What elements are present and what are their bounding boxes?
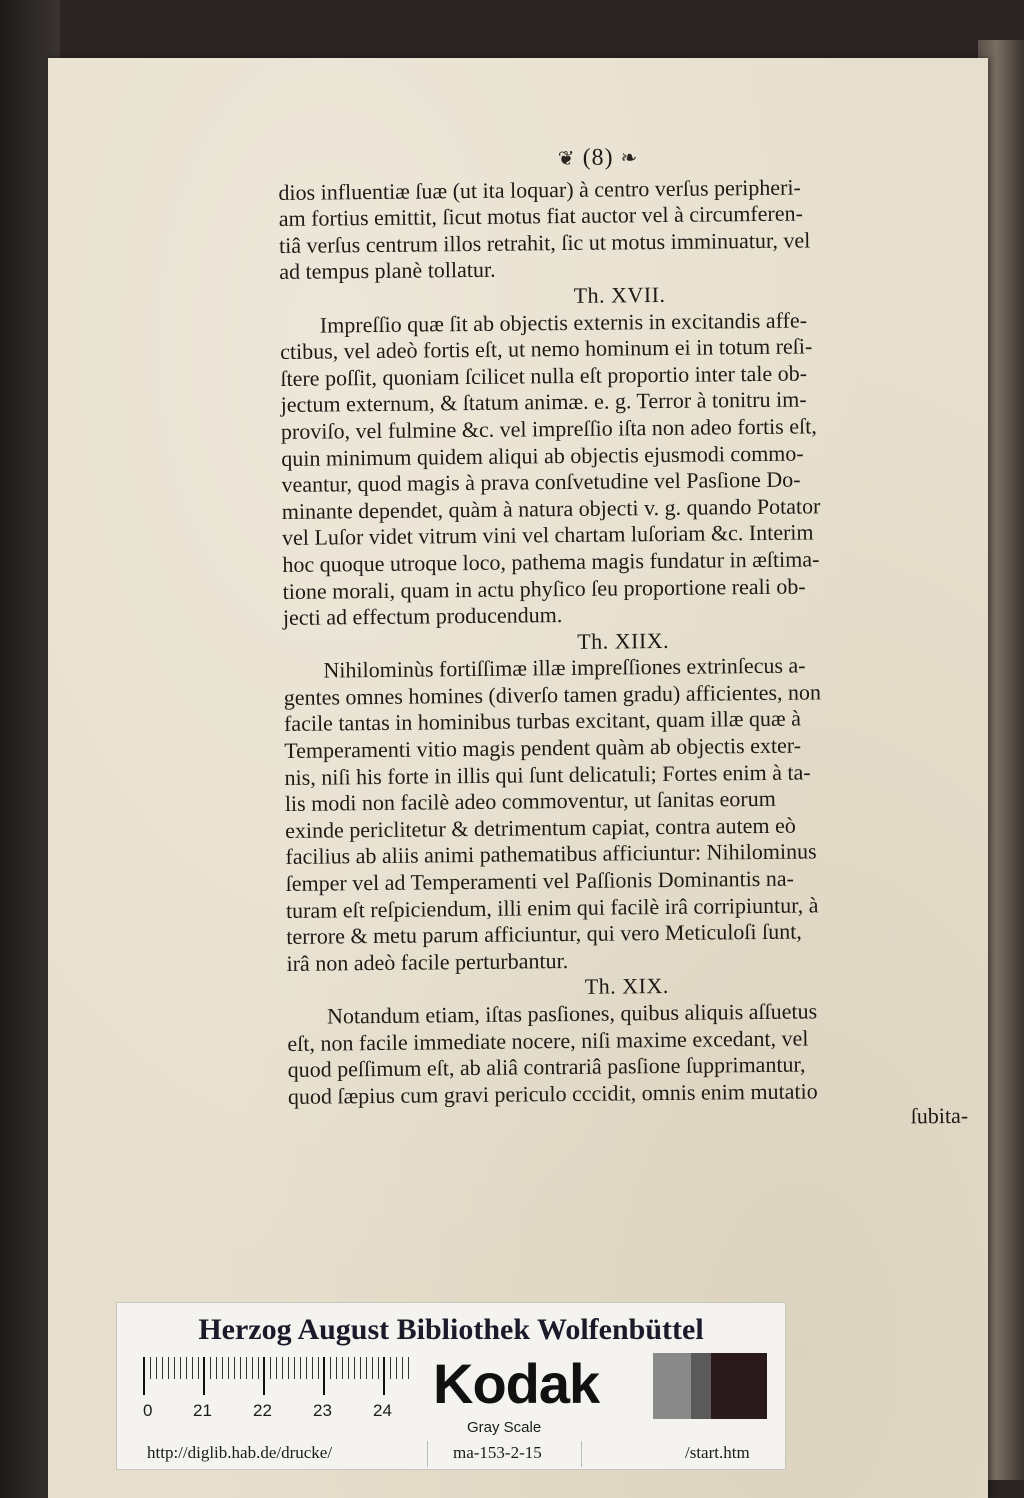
thesis-heading-18: Th. XIIX. bbox=[577, 627, 670, 654]
text-line: eſt, non facile immediate nocere, niſi maxime excedant, vel bbox=[287, 1025, 809, 1056]
text-line: vel Luſor videt vitrum vini vel chartam luſoriam &c. Interim bbox=[281, 519, 814, 551]
url-right: /start.htm bbox=[685, 1443, 750, 1462]
text-line: lis modi non facilè adeo commoventur, ut ſanitas eorum bbox=[284, 786, 776, 817]
shelfmark: ma-153-2-15 bbox=[453, 1443, 542, 1462]
divider bbox=[581, 1441, 582, 1467]
text-line: ad tempus planè tollatur. bbox=[279, 257, 496, 285]
paragraph-2 bbox=[280, 305, 963, 631]
paragraph-3 bbox=[283, 651, 966, 977]
text-line: Notandum etiam, iſtas pasſiones, quibus aliquis aſſuetus bbox=[326, 998, 818, 1029]
text-line: jectum externum, & ſtatum animæ. e. g. Terror à tonitru im- bbox=[280, 386, 807, 418]
text-line: am fortius emittit, ſicut motus fiat auctor vel à circumferen- bbox=[278, 200, 803, 232]
ruler-number: 0 bbox=[143, 1401, 153, 1420]
text-line: facile tantas in hominibus turbas excitant, quam illæ quæ à bbox=[283, 706, 802, 737]
url-left: http://diglib.hab.de/drucke/ bbox=[147, 1443, 333, 1462]
text-line: Impreſſio quæ ſit ab objectis externis in excitandis affe- bbox=[319, 307, 808, 338]
ornament-right-icon: ❧ bbox=[620, 147, 639, 170]
text-line: hoc quoque utroque loco, pathema magis fundatur in æſtima- bbox=[282, 546, 820, 577]
text-line: dios influentiæ ſuæ (ut ita loquar) à centro verſus peripheri- bbox=[278, 174, 801, 205]
text-line: ſtere poſſit, quoniam ſcilicet nulla eſt proportio inter tale ob- bbox=[280, 360, 808, 391]
text-line: nis, niſi his forte in illis qui ſunt delicatuli; Fortes enim à ta- bbox=[284, 759, 811, 790]
text-line: jecti ad effectum producendum. bbox=[282, 602, 563, 631]
text-line: quod peſſimum eſt, ab aliâ contrariâ pasſione ſupprimantur, bbox=[287, 1051, 806, 1083]
gray-scale-label: Gray Scale bbox=[467, 1419, 542, 1436]
library-calibration-strip bbox=[116, 1302, 786, 1470]
kodak-logo: Kodak bbox=[433, 1352, 600, 1415]
ruler-number: 22 bbox=[253, 1401, 272, 1420]
text-line: proviſo, vel fulmine &c. vel impreſſio iſta non adeo fortis eſt, bbox=[280, 413, 817, 444]
gray-patch-dark bbox=[711, 1353, 767, 1419]
divider bbox=[427, 1441, 428, 1467]
text-line: Nihilominùs fortiſſimæ illæ impreſſiones extrinſecus a- bbox=[323, 652, 806, 683]
ruler-number: 21 bbox=[193, 1401, 212, 1420]
text-line: minante dependet, quàm à natura objecti v. g. quando Potator bbox=[281, 493, 821, 524]
gray-patch-mid bbox=[691, 1353, 711, 1419]
gray-patch-light bbox=[653, 1353, 691, 1419]
text-line: Temperamenti vitio magis pendent quàm ab objectis exter- bbox=[284, 732, 802, 764]
text-line: veantur, quod magis à prava conſvetudine vel Pasſione Do- bbox=[281, 466, 801, 498]
text-line: terrore & metu parum afficiuntur, qui vero Meticuloſi ſunt, bbox=[286, 918, 802, 950]
catchword: ſubita- bbox=[910, 1103, 969, 1129]
ruler-number: 24 bbox=[373, 1401, 392, 1420]
text-line: irâ non adeò facile perturbantur. bbox=[286, 947, 569, 976]
page-header bbox=[238, 141, 958, 176]
text-line: gentes omnes homines (diverſo tamen gradu) afficientes, non bbox=[283, 679, 822, 710]
paragraph-4 bbox=[287, 997, 968, 1110]
text-line: ſemper vel ad Temperamenti vel Paſſionis Dominantis na- bbox=[285, 865, 795, 896]
text-line: tiâ verſus centrum illos retrahit, ſic ut motus imminuatur, vel bbox=[278, 227, 811, 258]
text-line: facilius ab aliis animi pathematibus afficiuntur: Nihilominus bbox=[285, 838, 817, 870]
scale-ruler-major-ticks bbox=[143, 1357, 413, 1395]
text-line: quin minimum quidem aliqui ab objectis ejusmodi commo- bbox=[281, 440, 804, 471]
text-line: exinde periclitetur & detrimentum capiat, contra autem eò bbox=[285, 812, 796, 843]
text-line: ctibus, vel adeò fortis eſt, ut nemo hominum ei in totum reſi- bbox=[280, 333, 813, 365]
paragraph-1 bbox=[278, 172, 959, 285]
page-text bbox=[278, 141, 968, 1137]
ruler-number: 23 bbox=[313, 1401, 332, 1420]
ornament-left-icon: ❦ bbox=[557, 147, 576, 171]
text-line: quod ſæpius cum gravi periculo cccidit, omnis enim mutatio bbox=[287, 1078, 818, 1109]
text-line: tione morali, quam in actu phyſico ſeu proportione reali ob- bbox=[282, 573, 806, 604]
thesis-heading-19: Th. XIX. bbox=[584, 973, 669, 1000]
page-number: (8) bbox=[582, 144, 614, 171]
strip-footer bbox=[117, 1439, 785, 1469]
text-line: turam eſt reſpiciendum, illi enim qui facilè irâ corripiuntur, à bbox=[285, 892, 819, 923]
book-page bbox=[48, 58, 988, 1498]
library-name: Herzog August Bibliothek Wolfenbüttel bbox=[198, 1313, 704, 1346]
thesis-heading-17: Th. XVII. bbox=[573, 281, 666, 308]
